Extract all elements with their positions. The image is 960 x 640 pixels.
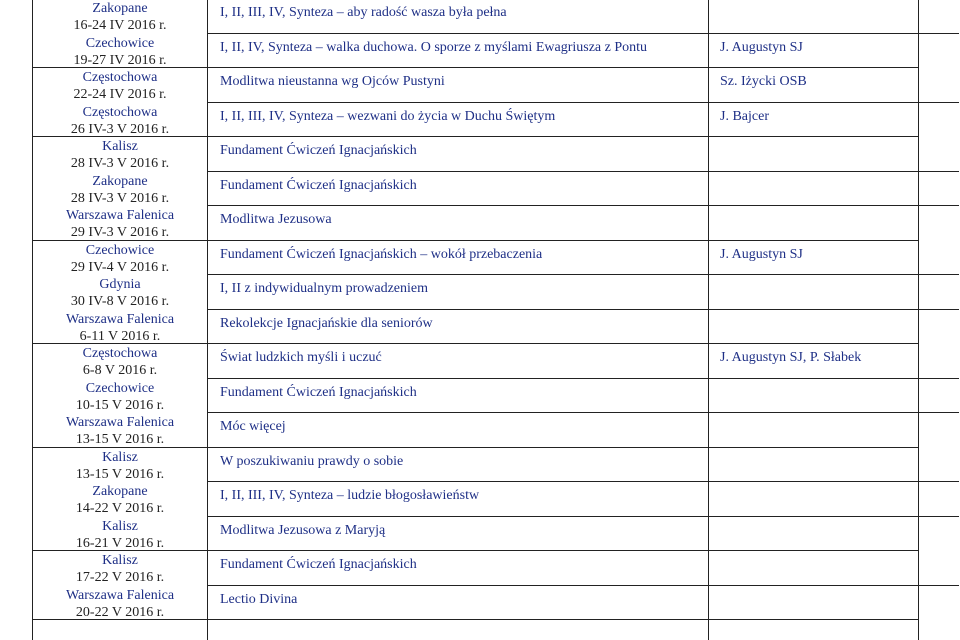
retreat-topic: I, II, III, IV, Synteza – ludzie błogosławieństw <box>220 488 480 503</box>
date-range: 20-22 V 2016 r. <box>75 605 165 620</box>
date-range: 14-22 V 2016 r. <box>75 501 165 516</box>
retreat-topic: I, II z indywidualnym prowadzeniem <box>220 281 428 296</box>
retreat-topic: Świat ludzkich myśli i uczuć <box>220 350 382 365</box>
table-row <box>33 207 207 241</box>
table-row <box>33 104 207 138</box>
table-row <box>33 380 207 414</box>
place-name: Kalisz <box>102 553 138 568</box>
retreat-topic: Fundament Ćwiczeń Ignacjańskich <box>220 385 417 400</box>
date-range: 16-21 V 2016 r. <box>75 536 165 551</box>
row-divider <box>207 33 959 34</box>
retreat-leader: Sz. Iżycki OSB <box>720 74 807 89</box>
date-range: 22-24 IV 2016 r. <box>73 87 167 102</box>
place-name: Zakopane <box>92 484 148 499</box>
date-range: 29 IV-3 V 2016 r. <box>70 225 170 240</box>
row-divider <box>207 171 959 172</box>
table-row <box>33 587 207 621</box>
column-divider-topic <box>708 0 709 640</box>
row-divider <box>207 102 959 103</box>
place-name: Częstochowa <box>82 105 158 120</box>
place-name: Kalisz <box>102 139 138 154</box>
place-name: Zakopane <box>92 1 148 16</box>
date-range: 17-22 V 2016 r. <box>75 570 165 585</box>
retreat-topic: I, II, III, IV, Synteza – wezwani do życia w Duchu Świętym <box>220 109 556 124</box>
retreat-topic: Rekolekcje Ignacjańskie dla seniorów <box>220 316 433 331</box>
retreat-topic: W poszukiwaniu prawdy o sobie <box>220 454 404 469</box>
retreat-topic: Modlitwa Jezusowa <box>220 212 332 227</box>
date-range: 29 IV-4 V 2016 r. <box>70 260 170 275</box>
retreat-leader: J. Augustyn SJ, P. Słabek <box>720 350 862 365</box>
row-divider <box>207 205 959 206</box>
date-range: 28 IV-3 V 2016 r. <box>70 156 170 171</box>
date-range: 30 IV-8 V 2016 r. <box>70 294 170 309</box>
table-row <box>33 518 207 552</box>
row-divider <box>207 412 959 413</box>
retreat-leader: J. Augustyn SJ <box>720 40 803 55</box>
retreat-leader: J. Augustyn SJ <box>720 247 803 262</box>
table-row <box>33 552 207 586</box>
place-name: Warszawa Falenica <box>65 208 175 223</box>
table-row <box>33 138 207 172</box>
table-row <box>33 311 207 345</box>
retreat-topic: Modlitwa Jezusowa z Maryją <box>220 523 386 538</box>
retreat-topic: Modlitwa nieustanna wg Ojców Pustyni <box>220 74 445 89</box>
table-row <box>33 414 207 448</box>
place-name: Czechowice <box>85 381 155 396</box>
retreat-topic: I, II, IV, Synteza – walka duchowa. O sporze z myślami Ewagriusza z Pontu <box>220 40 648 55</box>
retreat-topic: Fundament Ćwiczeń Ignacjańskich – wokół przebaczenia <box>220 247 543 262</box>
table-row <box>33 0 207 34</box>
place-name: Czechowice <box>85 36 155 51</box>
retreat-topic: I, II, III, IV, Synteza – aby radość wasza była pełna <box>220 5 507 20</box>
row-divider <box>207 516 959 517</box>
column-divider-place <box>207 0 208 640</box>
retreat-topic: Lectio Divina <box>220 592 298 607</box>
column-divider-leader <box>918 0 919 640</box>
table-row <box>33 69 207 103</box>
date-range: 26 IV-3 V 2016 r. <box>70 122 170 137</box>
date-range: 6-11 V 2016 r. <box>79 329 161 344</box>
place-name: Warszawa Falenica <box>65 415 175 430</box>
place-name: Częstochowa <box>82 346 158 361</box>
table-row <box>33 483 207 517</box>
place-name: Zakopane <box>92 174 148 189</box>
row-divider <box>207 585 959 586</box>
place-name: Warszawa Falenica <box>65 588 175 603</box>
retreat-topic: Fundament Ćwiczeń Ignacjańskich <box>220 143 417 158</box>
table-row <box>33 35 207 69</box>
table-row <box>33 242 207 276</box>
date-range: 19-27 IV 2016 r. <box>73 53 167 68</box>
place-name: Warszawa Falenica <box>65 312 175 327</box>
retreat-topic: Fundament Ćwiczeń Ignacjańskich <box>220 557 417 572</box>
row-divider <box>207 274 959 275</box>
place-name: Kalisz <box>102 450 138 465</box>
table-row <box>33 173 207 207</box>
place-name: Częstochowa <box>82 70 158 85</box>
place-name: Gdynia <box>99 277 141 292</box>
table-row <box>33 345 207 379</box>
table-row <box>33 449 207 483</box>
retreat-topic: Fundament Ćwiczeń Ignacjańskich <box>220 178 417 193</box>
date-range: 13-15 V 2016 r. <box>75 432 165 447</box>
date-range: 16-24 IV 2016 r. <box>73 18 167 33</box>
place-name: Kalisz <box>102 519 138 534</box>
date-range: 6-8 V 2016 r. <box>82 363 158 378</box>
date-range: 13-15 V 2016 r. <box>75 467 165 482</box>
date-range: 28 IV-3 V 2016 r. <box>70 191 170 206</box>
row-divider <box>207 378 959 379</box>
place-name: Czechowice <box>85 243 155 258</box>
retreat-leader: J. Bajcer <box>720 109 769 124</box>
date-range: 10-15 V 2016 r. <box>75 398 165 413</box>
retreat-topic: Móc więcej <box>220 419 286 434</box>
table-row <box>33 276 207 310</box>
row-divider <box>207 481 959 482</box>
row-divider <box>207 309 959 310</box>
